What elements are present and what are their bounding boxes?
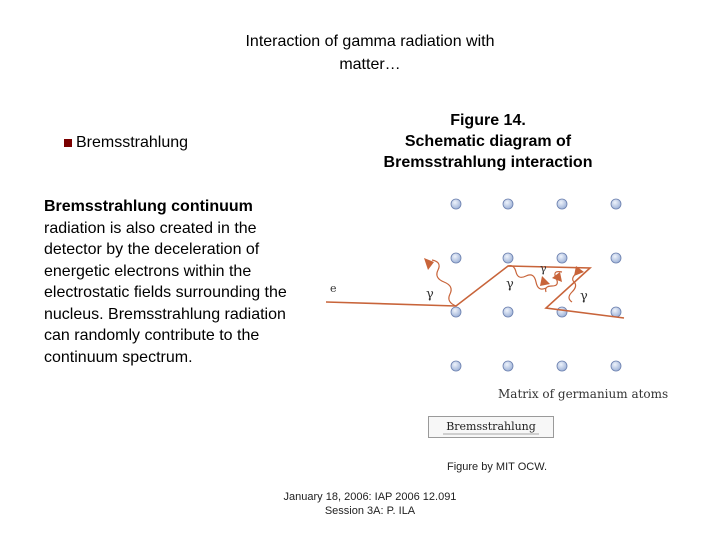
germanium-atom [557, 307, 567, 317]
germanium-atom [451, 199, 461, 209]
atom-grid [451, 199, 621, 371]
germanium-atom [611, 253, 621, 263]
diagram-legend [428, 416, 554, 438]
germanium-atom [451, 307, 461, 317]
germanium-atom [451, 361, 461, 371]
slide-footer [250, 490, 490, 518]
gamma-label-4: γ [580, 289, 588, 304]
germanium-atom [557, 199, 567, 209]
germanium-atom [611, 199, 621, 209]
bullet-text: Bremsstrahlung [76, 134, 189, 151]
gamma-photon-1 [432, 260, 456, 306]
figure-caption [362, 110, 614, 173]
figure-caption-line-1: Figure 14. [450, 112, 526, 129]
bremsstrahlung-diagram [318, 182, 638, 382]
matrix-label: Matrix of germanium atoms [498, 387, 669, 401]
germanium-atom [557, 253, 567, 263]
particle-tracks [326, 258, 624, 318]
footer-line-2: Session 3A: P. ILA [324, 505, 416, 517]
body-paragraph [44, 196, 304, 368]
gamma-label-3: γ [540, 262, 547, 275]
slide-title [170, 30, 570, 76]
germanium-atom [451, 253, 461, 263]
germanium-atom [503, 253, 513, 263]
germanium-atom [557, 361, 567, 371]
title-line-2: matter… [339, 56, 401, 73]
footer-line-1: January 18, 2006: IAP 2006 12.091 [283, 491, 457, 503]
figure-credit: Figure by MIT OCW. [447, 461, 548, 473]
legend-text: Bremsstrahlung [443, 420, 539, 435]
germanium-atom [503, 199, 513, 209]
gamma-arrowhead-2 [540, 276, 550, 286]
germanium-atom [611, 307, 621, 317]
germanium-atom [611, 361, 621, 371]
germanium-atom [503, 361, 513, 371]
gamma-label-2: γ [506, 277, 514, 292]
gamma-photon-4 [569, 272, 578, 302]
bullet-marker [64, 139, 72, 147]
figure-caption-line-3: Bremsstrahlung interaction [383, 154, 593, 171]
bullet-item [64, 134, 188, 152]
figure-caption-line-2: Schematic diagram of [404, 133, 572, 150]
body-paragraph-rest: radiation is also created in the detector by the deceleration of energetic electrons within the electrostatic fields surrounding the nucleus. Bremsstrahlung radiation can randomly contribute to the continuum spectrum. [44, 219, 287, 366]
body-paragraph-lead: Bremsstrahlung continuum [44, 198, 253, 215]
title-line-1: Interaction of gamma radiation with [245, 33, 495, 50]
gamma-label-1: γ [426, 287, 434, 302]
electron-label: e [330, 282, 337, 295]
germanium-atom [503, 307, 513, 317]
